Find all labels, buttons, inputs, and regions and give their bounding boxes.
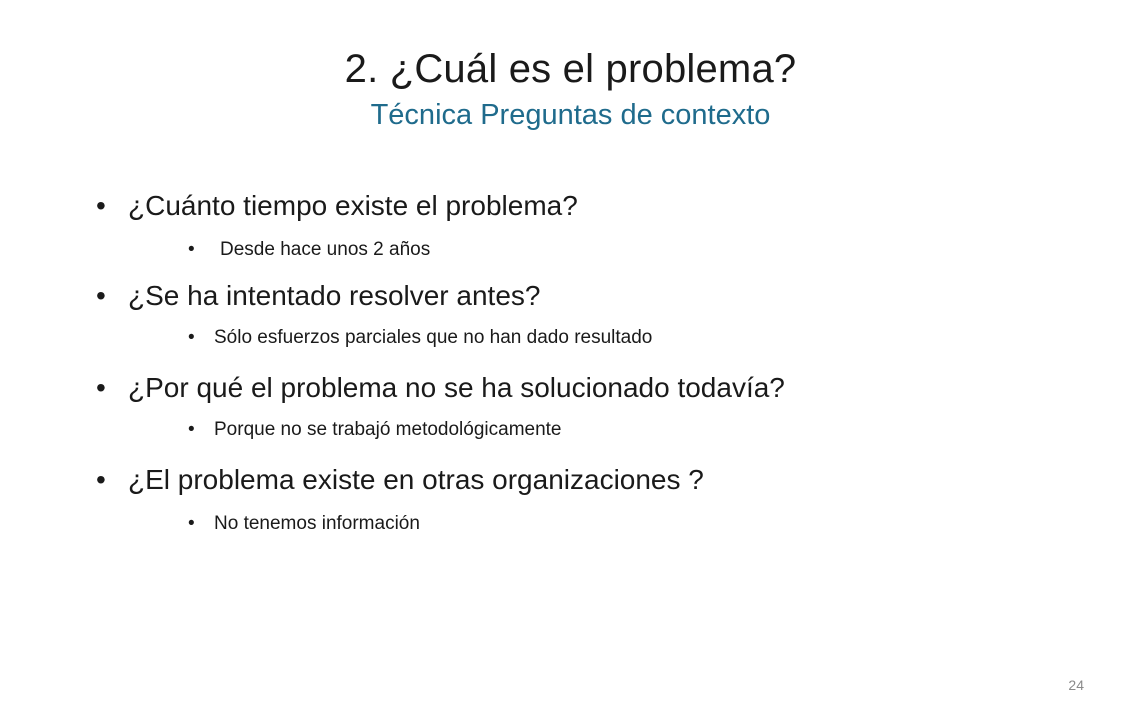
- bullet-icon: •: [96, 372, 106, 403]
- slide-subtitle: Técnica Preguntas de contexto: [370, 99, 771, 131]
- bullet-icon: •: [188, 327, 195, 348]
- bullet-icon: •: [96, 464, 106, 495]
- bullet-icon: •: [188, 513, 195, 534]
- answer-text: Desde hace unos 2 años: [220, 239, 431, 260]
- answer-text: No tenemos información: [214, 513, 420, 534]
- question-text: ¿El problema existe en otras organizaciones ?: [128, 464, 704, 495]
- question-text: ¿Se ha intentado resolver antes?: [128, 280, 541, 311]
- page-number: 24: [1068, 677, 1084, 693]
- bullet-icon: •: [188, 239, 195, 260]
- question-text: ¿Cuánto tiempo existe el problema?: [128, 190, 578, 221]
- answer-text: Porque no se trabajó metodológicamente: [214, 419, 562, 440]
- question-text: ¿Por qué el problema no se ha solucionado todavía?: [128, 372, 785, 403]
- answer-text: Sólo esfuerzos parciales que no han dado resultado: [214, 327, 653, 348]
- title-block: [0, 42, 1141, 134]
- bullet-icon: •: [96, 280, 106, 311]
- bullet-icon: •: [188, 419, 195, 440]
- slide-title: 2. ¿Cuál es el problema?: [344, 47, 797, 91]
- bullet-icon: •: [96, 190, 106, 221]
